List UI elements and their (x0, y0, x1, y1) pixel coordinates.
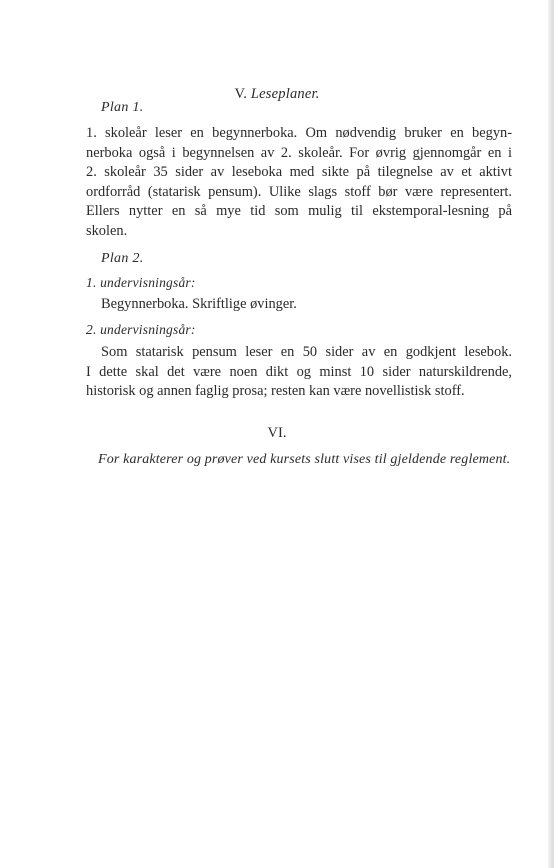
year-2-line: Som statarisk pensum leser en 50 sider av en godkjent lesebok. (101, 344, 512, 360)
year-1-text: Begynnerboka. Skriftlige øvinger. (101, 296, 297, 312)
section-v-title: Leseplaner. (250, 86, 320, 102)
year-2-heading: 2. undervisningsår: (86, 322, 196, 337)
plan-1-line: 2. skoleår 35 sider av leseboka med sikte på tilegnelse av et aktivt (86, 164, 512, 181)
plan-1-label: Plan 1. (101, 100, 144, 115)
year-2-line: I dette skal det være noen dikt og minst 10 sider naturskildrende, (86, 363, 512, 380)
section-v-heading (0, 86, 554, 103)
section-v-numeral: V. (234, 86, 248, 102)
section-vi-heading: VI. (267, 425, 287, 441)
plan-1-line: nerboka også i begynnelsen av 2. skoleår. For øvrig gjennomgår en i (86, 144, 512, 161)
plan-1-line: ordforråd (statarisk pensum). Ulike slags stoff bør være representert. (86, 183, 512, 200)
plan-2-label: Plan 2. (101, 251, 144, 266)
section-vi-text: For karakterer og prøver ved kursets slutt vises til gjeldende reglement. (98, 452, 511, 467)
year-2-line: historisk og annen faglig prosa; resten kan være novellistisk stoff. (86, 383, 465, 400)
plan-1-line: 1. skoleår leser en begynnerboka. Om nødvendig bruker en begyn- (86, 125, 512, 141)
plan-1-line: skolen. (86, 222, 128, 239)
plan-1-paragraph (86, 124, 512, 242)
year-1-heading: 1. undervisningsår: (86, 275, 196, 290)
year-2-paragraph (86, 343, 512, 402)
page-edge (548, 0, 554, 868)
plan-1-line: Ellers nytter en så mye tid som mulig til ekstemporal-lesning på (86, 203, 512, 220)
